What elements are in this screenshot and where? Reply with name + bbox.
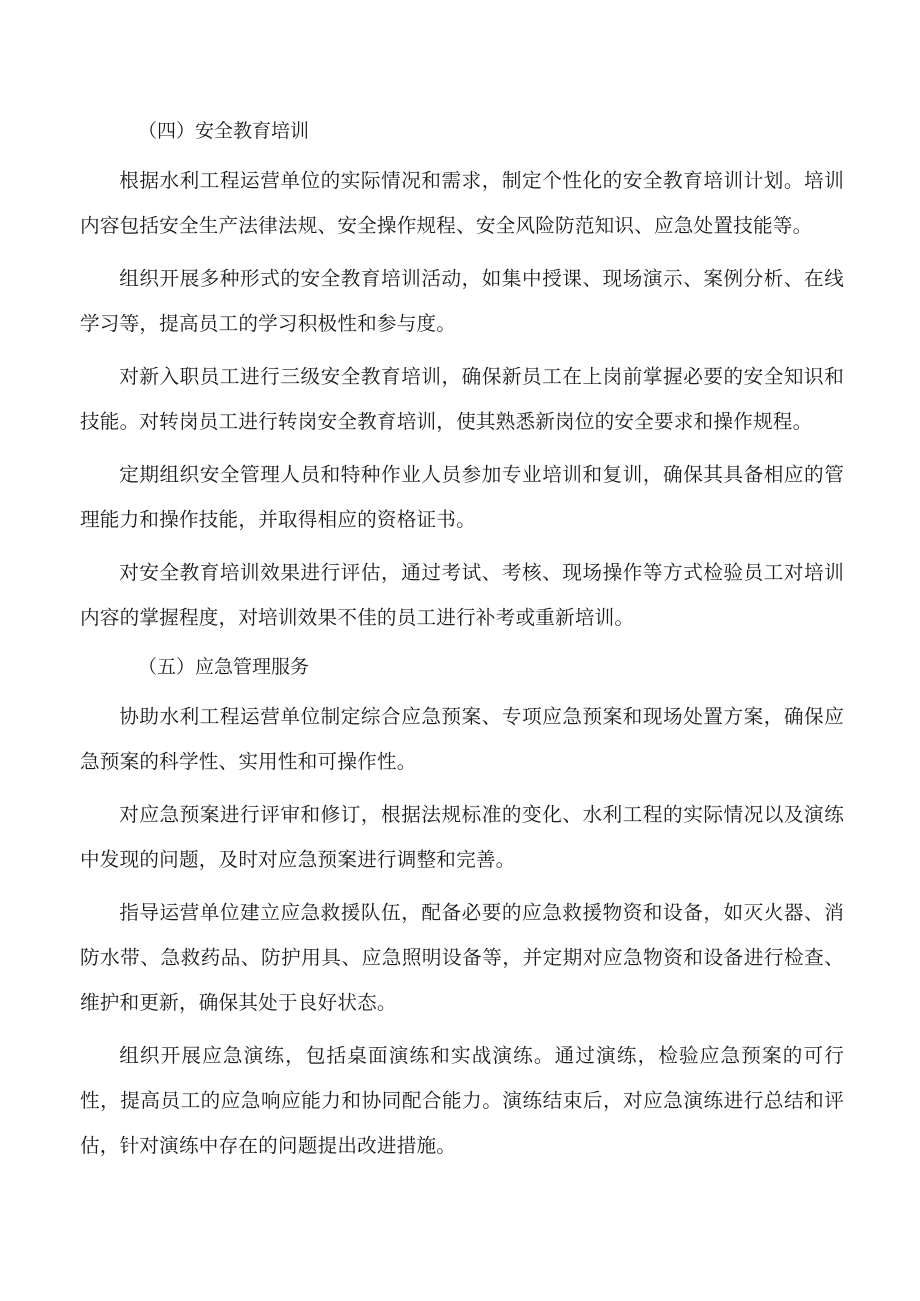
paragraph: 协助水利工程运营单位制定综合应急预案、专项应急预案和现场处置方案，确保应急预案的科学性、实用性和可操作性。 <box>80 705 844 773</box>
section-heading-4: （四）安全教育培训 <box>138 120 310 142</box>
paragraph: 组织开展应急演练，包括桌面演练和实战演练。通过演练，检验应急预案的可行性，提高员工的应急响应能力和协同配合能力。演练结束后，对应急演练进行总结和评估，针对演练中存在的问题提出改进措施。 <box>80 1044 844 1157</box>
paragraph: 对安全教育培训效果进行评估，通过考试、考核、现场操作等方式检验员工对培训内容的掌握程度，对培训效果不佳的员工进行补考或重新培训。 <box>80 561 844 629</box>
paragraph: 组织开展多种形式的安全教育培训活动，如集中授课、现场演示、案例分析、在线学习等，提高员工的学习积极性和参与度。 <box>80 267 844 335</box>
paragraph: 根据水利工程运营单位的实际情况和需求，制定个性化的安全教育培训计划。培训内容包括安全生产法律法规、安全操作规程、安全风险防范知识、应急处置技能等。 <box>80 169 844 237</box>
paragraph: 指导运营单位建立应急救援队伍，配备必要的应急救援物资和设备，如灭火器、消防水带、急救药品、防护用具、应急照明设备等，并定期对应急物资和设备进行检查、维护和更新，确保其处于良好状态。 <box>80 901 844 1014</box>
paragraph: 对新入职员工进行三级安全教育培训，确保新员工在上岗前掌握必要的安全知识和技能。对转岗员工进行转岗安全教育培训，使其熟悉新岗位的安全要求和操作规程。 <box>80 365 844 433</box>
section-heading-5: （五）应急管理服务 <box>138 656 310 678</box>
paragraph: 定期组织安全管理人员和特种作业人员参加专业培训和复训，确保其具备相应的管理能力和操作技能，并取得相应的资格证书。 <box>80 463 844 531</box>
paragraph: 对应急预案进行评审和修订，根据法规标准的变化、水利工程的实际情况以及演练中发现的问题，及时对应急预案进行调整和完善。 <box>80 803 844 871</box>
document-body <box>80 112 844 1168</box>
